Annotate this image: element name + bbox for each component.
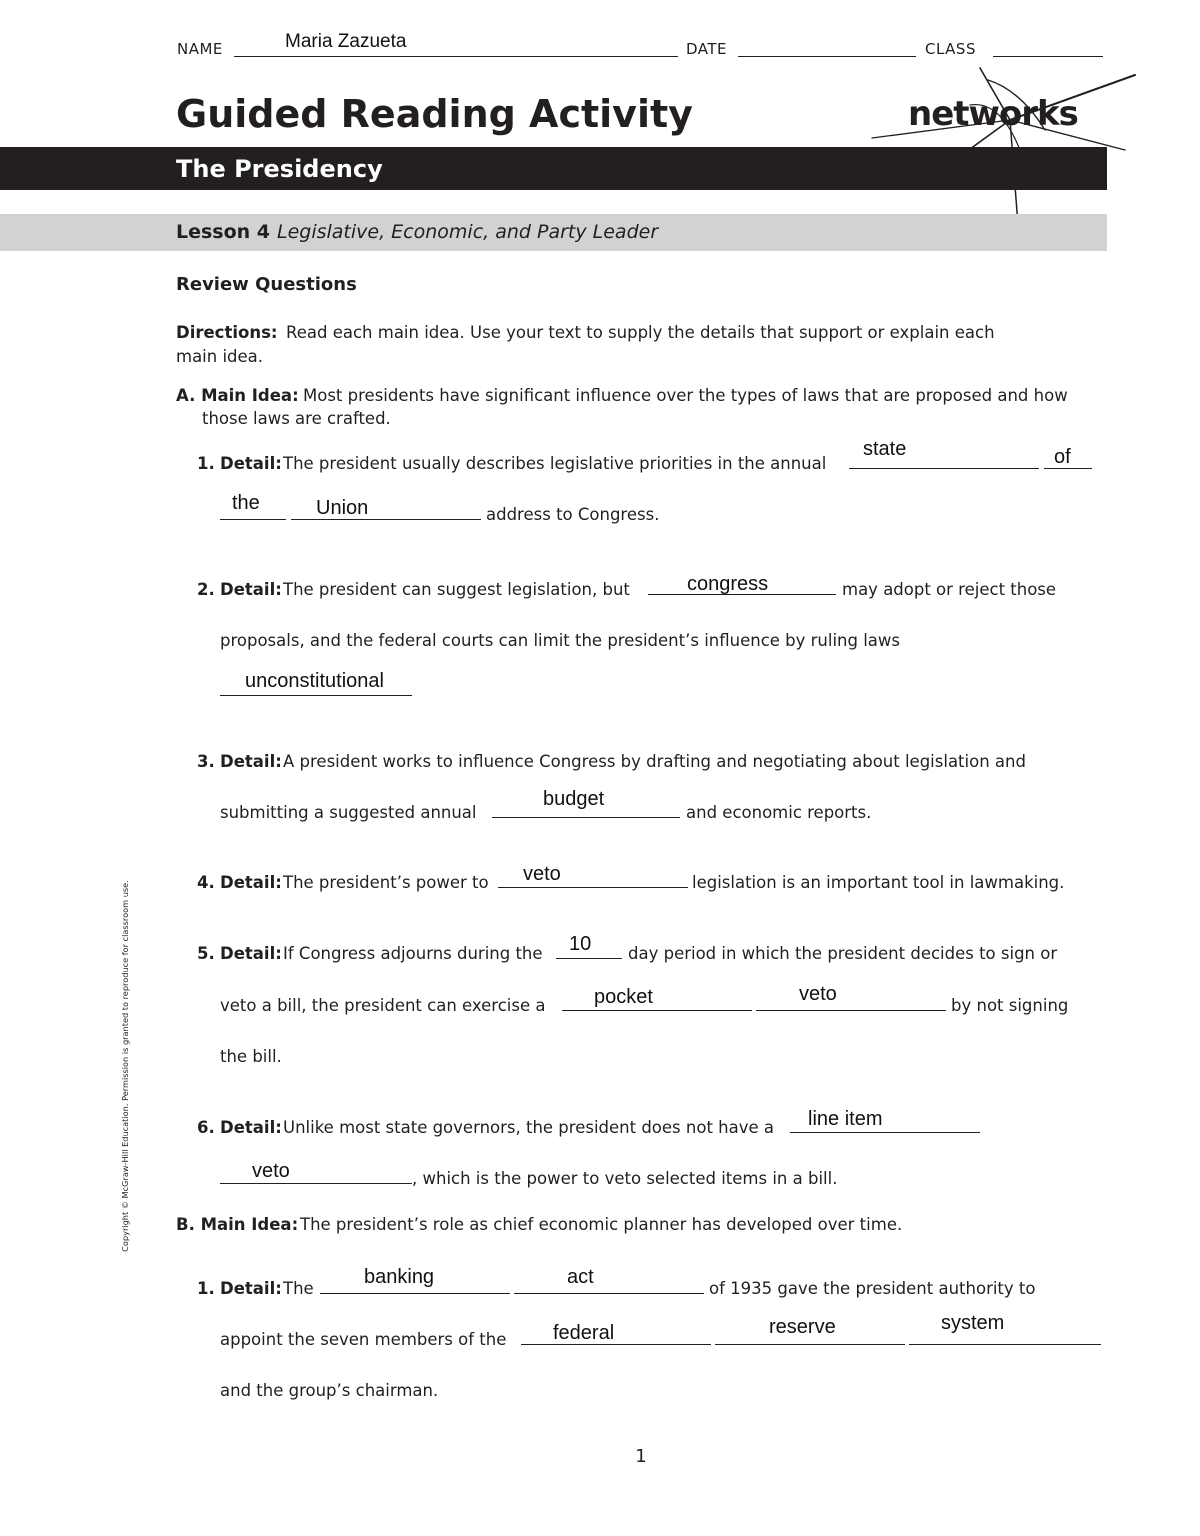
detail-a4-text-1: The president’s power to	[283, 873, 489, 892]
answer-b1-1[interactable]: banking	[364, 1266, 435, 1288]
main-idea-b-label: B. Main Idea:	[176, 1215, 299, 1234]
blank-b1-3[interactable]	[521, 1344, 711, 1345]
networks-logo	[870, 60, 1140, 230]
answer-b1-4[interactable]: reserve	[769, 1316, 836, 1338]
class-field[interactable]	[993, 56, 1103, 57]
page-title: Guided Reading Activity	[176, 92, 693, 136]
blank-a6-2[interactable]	[220, 1183, 412, 1184]
detail-b1-label: Detail:	[220, 1279, 282, 1298]
detail-a2-text-3: proposals, and the federal courts can limit the president’s influence by ruling laws	[220, 631, 901, 650]
detail-b1-text-1: The	[283, 1279, 314, 1298]
blank-a4-1[interactable]	[498, 887, 688, 888]
main-idea-a-label: A. Main Idea:	[176, 386, 299, 405]
lesson-title: Legislative, Economic, and Party Leader	[277, 221, 659, 243]
logo-starburst-icon	[870, 60, 1140, 230]
detail-b1-text-4: and the group’s chairman.	[220, 1381, 439, 1400]
blank-a3-1[interactable]	[492, 817, 680, 818]
date-field[interactable]	[738, 56, 916, 57]
blank-a1-1[interactable]	[849, 468, 1039, 469]
detail-a6-text-1: Unlike most state governors, the president does not have a	[283, 1118, 775, 1137]
lesson-label: Lesson 4	[176, 221, 271, 243]
directions-label: Directions:	[176, 323, 278, 342]
name-value[interactable]: Maria Zazueta	[285, 31, 407, 52]
detail-a3-label: Detail:	[220, 752, 282, 771]
answer-a6-2[interactable]: veto	[252, 1160, 290, 1182]
directions-text-line1: Read each main idea. Use your text to supply the details that support or explain each	[286, 323, 995, 342]
blank-a5-1[interactable]	[556, 958, 622, 959]
answer-a5-1[interactable]: 10	[569, 933, 592, 955]
detail-a2-number: 2.	[197, 580, 215, 599]
detail-b1-text-2: of 1935 gave the president authority to	[709, 1279, 1036, 1298]
detail-a3-number: 3.	[197, 752, 215, 771]
answer-a1-1[interactable]: state	[863, 438, 907, 460]
detail-a6-label: Detail:	[220, 1118, 282, 1137]
answer-a1-4[interactable]: Union	[316, 497, 369, 519]
copyright-text: Copyright © McGraw-Hill Education. Permission is granted to reproduce for classroom use.	[120, 880, 130, 1252]
blank-a6-1[interactable]	[790, 1132, 980, 1133]
detail-a4-text-2: legislation is an important tool in lawmaking.	[692, 873, 1065, 892]
directions-text-line2: main idea.	[176, 347, 264, 366]
detail-a4-number: 4.	[197, 873, 215, 892]
detail-a5-text-3: veto a bill, the president can exercise a	[220, 996, 546, 1015]
page-number: 1	[635, 1446, 647, 1467]
detail-a1-label: Detail:	[220, 454, 282, 473]
answer-a4-1[interactable]: veto	[523, 863, 561, 885]
detail-b1-number: 1.	[197, 1279, 215, 1298]
detail-a5-text-1: If Congress adjourns during the	[283, 944, 543, 963]
logo-text: networks	[908, 94, 1078, 134]
detail-a1-number: 1.	[197, 454, 215, 473]
answer-a3-1[interactable]: budget	[543, 788, 605, 810]
blank-a5-2[interactable]	[562, 1010, 752, 1011]
answer-a1-2[interactable]: of	[1054, 446, 1071, 468]
banner-bar	[0, 147, 1107, 190]
detail-a6-text-2: , which is the power to veto selected items in a bill.	[412, 1169, 838, 1188]
answer-a6-1[interactable]: line item	[808, 1108, 883, 1130]
answer-b1-2[interactable]: act	[567, 1266, 594, 1288]
answer-a1-3[interactable]: the	[232, 492, 260, 514]
detail-a3-text-3: and economic reports.	[686, 803, 872, 822]
answer-a5-2[interactable]: pocket	[594, 986, 653, 1008]
detail-a5-text-5: the bill.	[220, 1047, 282, 1066]
detail-a1-text-2: address to Congress.	[486, 505, 660, 524]
detail-a1-text-1: The president usually describes legislative priorities in the annual	[283, 454, 827, 473]
detail-a5-number: 5.	[197, 944, 215, 963]
blank-b1-2[interactable]	[514, 1293, 704, 1294]
blank-b1-1[interactable]	[320, 1293, 510, 1294]
main-idea-a-text-line1: Most presidents have significant influence over the types of laws that are proposed and how	[303, 386, 1068, 405]
detail-a4-label: Detail:	[220, 873, 282, 892]
detail-b1-text-3: appoint the seven members of the	[220, 1330, 507, 1349]
blank-b1-5[interactable]	[909, 1344, 1101, 1345]
main-idea-a-text-line2: those laws are crafted.	[202, 409, 391, 428]
review-heading: Review Questions	[176, 274, 357, 295]
name-label: NAME	[177, 40, 223, 58]
blank-a1-3[interactable]	[220, 519, 286, 520]
banner-title: The Presidency	[176, 155, 383, 183]
detail-a5-text-4: by not signing	[951, 996, 1069, 1015]
answer-a2-1[interactable]: congress	[687, 573, 769, 595]
name-field[interactable]	[234, 56, 678, 57]
detail-a3-text-1: A president works to influence Congress by drafting and negotiating about legislation and	[283, 752, 1026, 771]
detail-a5-label: Detail:	[220, 944, 282, 963]
detail-a2-text-1: The president can suggest legislation, but	[283, 580, 630, 599]
date-label: DATE	[686, 40, 728, 58]
blank-a5-3[interactable]	[756, 1010, 946, 1011]
detail-a2-text-2: may adopt or reject those	[842, 580, 1057, 599]
blank-b1-4[interactable]	[715, 1344, 905, 1345]
class-label: CLASS	[925, 40, 976, 58]
main-idea-b-text: The president’s role as chief economic planner has developed over time.	[300, 1215, 903, 1234]
answer-a5-3[interactable]: veto	[799, 983, 837, 1005]
answer-b1-3[interactable]: federal	[553, 1322, 615, 1344]
detail-a3-text-2: submitting a suggested annual	[220, 803, 477, 822]
detail-a6-number: 6.	[197, 1118, 215, 1137]
blank-a2-2[interactable]	[220, 695, 412, 696]
answer-b1-5[interactable]: system	[941, 1312, 1005, 1334]
detail-a2-label: Detail:	[220, 580, 282, 599]
detail-a5-text-2: day period in which the president decides to sign or	[628, 944, 1058, 963]
answer-a2-2[interactable]: unconstitutional	[245, 670, 384, 692]
